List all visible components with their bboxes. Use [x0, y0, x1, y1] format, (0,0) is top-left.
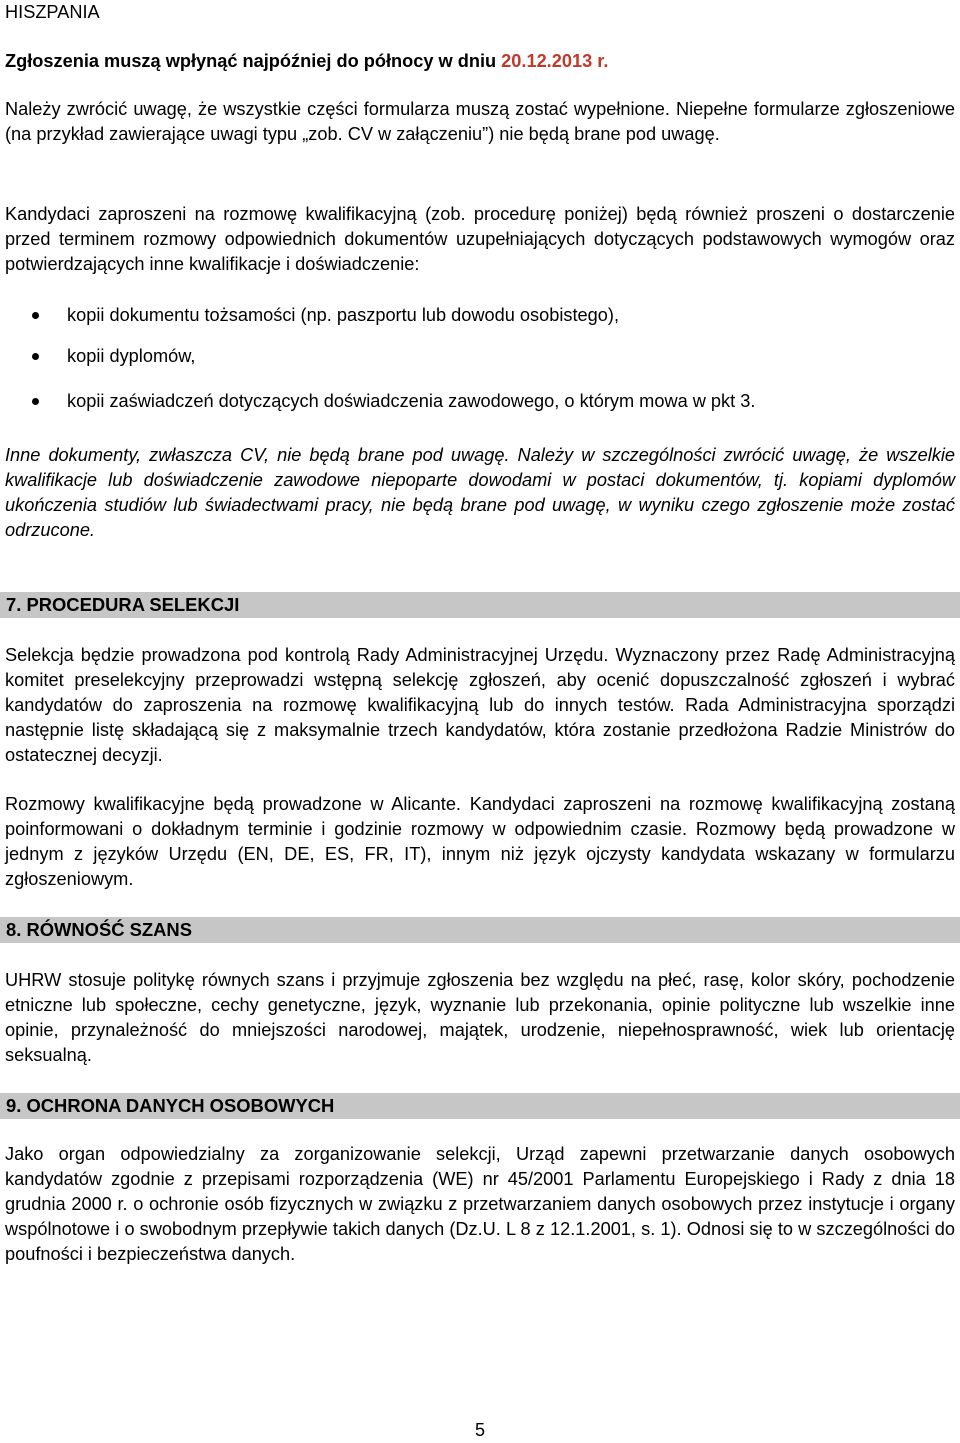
paragraph-other-documents: Inne dokumenty, zwłaszcza CV, nie będą brane pod uwagę. Należy w szczególności zwrócić uwagę, że wszelkie kwalifikacje lub doświadczenie zawodowe niepoparte dowodami w postaci dokumentów, tj. kopiami dyplomów ukończenia studiów lub świadectwami pracy, nie będą brane pod uwagę, w wyniku czego zgłoszenie może zostać odrzucone. — [5, 445, 955, 540]
section-title: 7. PROCEDURA SELEKCJI — [6, 594, 240, 615]
section-header-8 — [0, 917, 960, 943]
list-item: kopii dyplomów, — [5, 344, 955, 369]
paragraph-selection-procedure: Selekcja będzie prowadzona pod kontrolą Rady Administracyjnej Urzędu. Wyznaczony przez Radę Administracyjną komitet preselekcyjny przeprowadzi wstępną selekcję zgłoszeń, aby ocenić dopuszczalność zgłoszeń i wybrać kandydatów do zaproszenia na rozmowę kwalifikacyjną lub do innych testów. Rada Administracyjna sporządzi następnie listę składającą się z maksymalnie trzech kandydatów, która zostanie przedłożona Radzie Ministrów do ostatecznej decyzji. — [5, 645, 955, 765]
deadline-text: Zgłoszenia muszą wpłynąć najpóźniej do północy w dniu — [5, 51, 502, 71]
deadline-line — [5, 49, 608, 74]
documents-list — [5, 303, 955, 430]
paragraph-documents-request: Kandydaci zaproszeni na rozmowę kwalifikacyjną (zob. procedurę poniżej) będą również proszeni o dostarczenie przed terminem rozmowy odpowiednich dokumentów uzupełniających dotyczących podstawowych wymogów oraz potwierdzających inne kwalifikacje i doświadczenie: — [5, 204, 955, 274]
list-item: kopii zaświadczeń dotyczących doświadczenia zawodowego, o którym mowa w pkt 3. — [5, 389, 955, 414]
bullet-icon — [32, 312, 39, 319]
section-header-9 — [0, 1093, 960, 1119]
list-item: kopii dokumentu tożsamości (np. paszportu lub dowodu osobistego), — [5, 303, 955, 328]
paragraph-interviews: Rozmowy kwalifikacyjne będą prowadzone w Alicante. Kandydaci zaproszeni na rozmowę kwalifikacyjną zostaną poinformowani o dokładnym terminie i godzinie rozmowy w odpowiednim czasie. Rozmowy będą prowadzone w jednym z języków Urzędu (EN, DE, ES, FR, IT), innym niż język ojczysty kandydata wskazany w formularzu zgłoszeniowym. — [5, 794, 955, 889]
section-header-7 — [0, 592, 960, 618]
section-title: 9. OCHRONA DANYCH OSOBOWYCH — [6, 1095, 335, 1116]
section-title: 8. RÓWNOŚĆ SZANS — [6, 919, 192, 940]
bullet-icon — [32, 353, 39, 360]
country-heading: HISZPANIA — [5, 2, 100, 22]
italic-note: Inne dokumenty, zwłaszcza CV, nie będą brane pod uwagę. — [5, 445, 510, 465]
bullet-icon — [32, 398, 39, 405]
paragraph-equal-opportunities: UHRW stosuje politykę równych szans i przyjmuje zgłoszenia bez względu na płeć, rasę, kolor skóry, pochodzenie etniczne lub społeczne, cechy genetyczne, język, wyznanie lub przekonania, opinie polityczne lub wszelkie inne opinie, przynależność do mniejszości narodowej, majątek, urodzenie, niepełnosprawność, wiek lub orientację seksualną. — [5, 970, 955, 1065]
paragraph-data-protection: Jako organ odpowiedzialny za zorganizowanie selekcji, Urząd zapewni przetwarzanie danych osobowych kandydatów zgodnie z przepisami rozporządzenia (WE) nr 45/2001 Parlamentu Europejskiego i Rady z dnia 18 grudnia 2000 r. o ochronie osób fizycznych w związku z przetwarzaniem danych osobowych przez instytucje i organy wspólnotowe i o swobodnym przepływie takich danych (Dz.U. L 8 z 12.1.2001, s. 1). Odnosi się to w szczególności do poufności i bezpieczeństwa danych. — [5, 1144, 955, 1264]
paragraph-incomplete-forms: Należy zwrócić uwagę, że wszystkie części formularza muszą zostać wypełnione. Niepełne formularze zgłoszeniowe (na przykład zawierające uwagi typu „zob. CV w załączeniu”) nie będą brane pod uwagę. — [5, 99, 955, 144]
deadline-date: 20.12.2013 r. — [501, 51, 609, 71]
page-number: 5 — [474, 1420, 485, 1440]
